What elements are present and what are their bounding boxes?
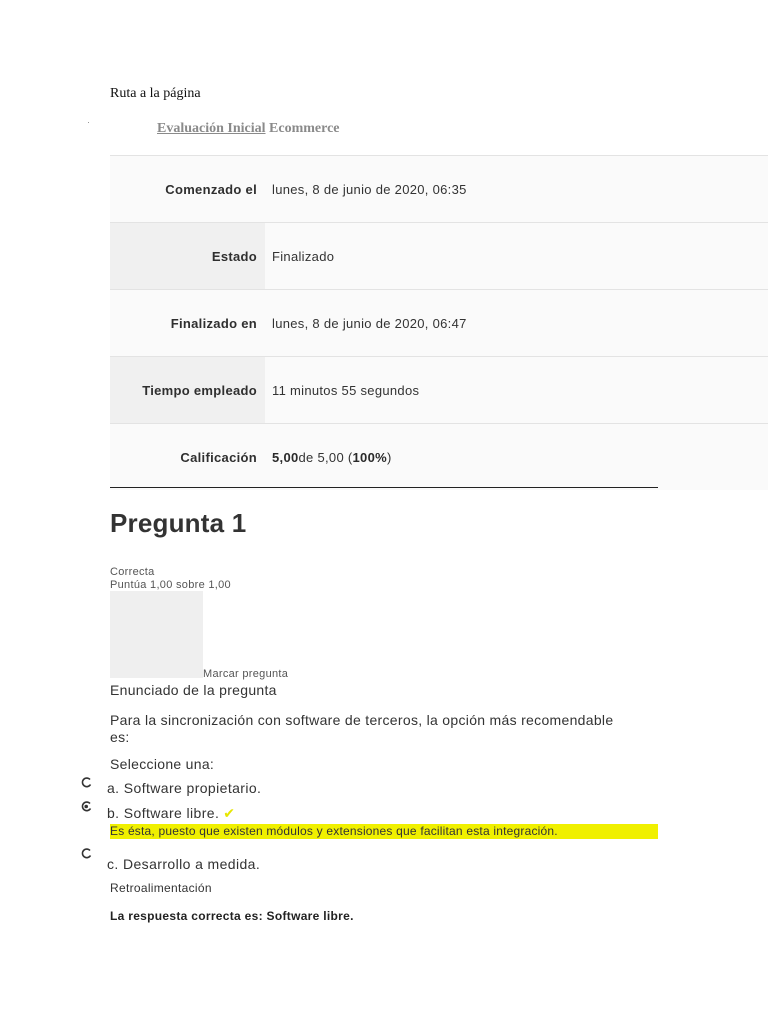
summary-row-started <box>110 155 768 222</box>
grade-value: 5,00 <box>272 449 299 465</box>
answer-label: b. Software libre. <box>107 805 220 821</box>
summary-label: Comenzado el <box>165 181 257 197</box>
question-text-heading: Enunciado de la pregunta <box>110 682 277 698</box>
summary-label: Finalizado en <box>170 315 257 331</box>
answer-option-c[interactable]: c. Desarrollo a medida. <box>107 856 261 872</box>
breadcrumb <box>157 121 340 137</box>
breadcrumb-link-evaluacion[interactable]: Evaluación Inicial <box>157 121 266 136</box>
summary-row-state <box>110 222 768 289</box>
feedback-heading: Retroalimentación <box>110 881 212 895</box>
grade-mid: de 5,00 ( <box>298 449 353 465</box>
flag-question-link[interactable]: Marcar pregunta <box>203 668 289 680</box>
radio-icon[interactable] <box>81 801 92 812</box>
divider <box>110 487 658 488</box>
answer-option-b[interactable] <box>107 805 235 822</box>
breadcrumb-heading: Ruta a la página <box>110 86 201 101</box>
summary-value: lunes, 8 de junio de 2020, 06:47 <box>265 290 768 356</box>
breadcrumb-current: Ecommerce <box>269 121 340 136</box>
summary-label: Estado <box>110 223 265 289</box>
summary-label: Tiempo empleado <box>110 357 265 423</box>
question-text: Para la sincronización con software de terceros, la opción más recomendable es: <box>110 712 614 745</box>
summary-row-time-taken <box>110 356 768 423</box>
flag-image-placeholder[interactable] <box>110 591 203 678</box>
answer-prompt: Seleccione una: <box>110 756 215 772</box>
grade-end: ) <box>386 449 392 465</box>
summary-row-grade <box>110 423 768 490</box>
bullet-dot: · <box>87 117 90 127</box>
answer-option-a[interactable]: a. Software propietario. <box>107 780 262 796</box>
question-title: Pregunta 1 <box>110 508 247 538</box>
question-info <box>110 566 231 592</box>
summary-label: Calificación <box>180 449 257 465</box>
question-state: Correcta <box>110 566 155 578</box>
answer-feedback: Es ésta, puesto que existen módulos y extensiones que facilitan esta integración. <box>110 824 658 839</box>
radio-icon[interactable] <box>81 777 92 788</box>
summary-value: 11 minutos 55 segundos <box>265 357 768 423</box>
check-icon: ✔ <box>223 805 236 821</box>
summary-row-finished <box>110 289 768 356</box>
question-score: Puntúa 1,00 sobre 1,00 <box>110 579 231 591</box>
radio-icon[interactable] <box>81 848 92 859</box>
summary-value: lunes, 8 de junio de 2020, 06:35 <box>265 156 768 222</box>
summary-value <box>265 424 768 490</box>
attempt-summary-table <box>110 155 768 490</box>
summary-value: Finalizado <box>265 223 768 289</box>
right-answer: La respuesta correcta es: Software libre. <box>110 909 354 923</box>
grade-percent: 100% <box>352 449 387 465</box>
